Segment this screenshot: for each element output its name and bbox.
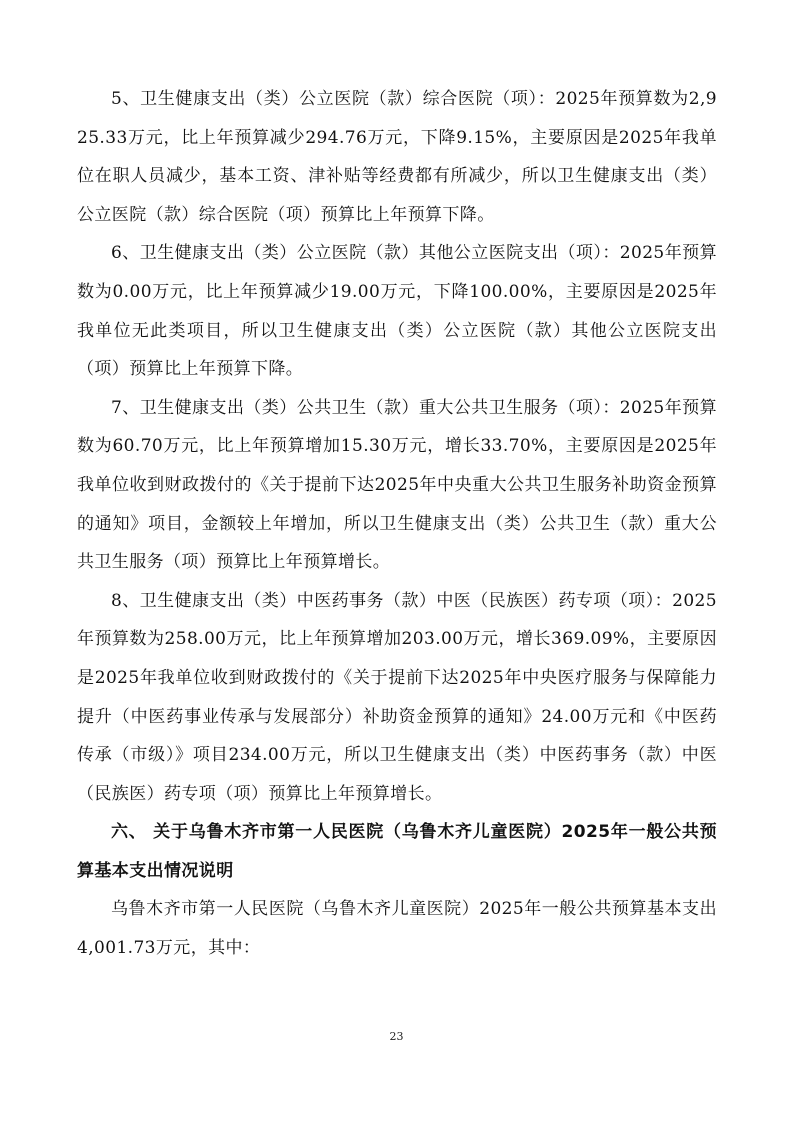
paragraph-item-7: 7、卫生健康支出（类）公共卫生（款）重大公共卫生服务（项）：2025年预算数为60.70万元，比上年预算增加15.30万元，增长33.70%，主要原因是2025年我单位收到财政拨付的《关于提前下达2025年中央重大公共卫生服务补助资金预算的通知》项目，金额较上年增加，所以卫生健康支出（类）公共卫生（款）重大公共卫生服务（项）预算比上年预算增长。 bbox=[77, 397, 717, 573]
summary-paragraph: 乌鲁木齐市第一人民医院（乌鲁木齐儿童医院）2025年一般公共预算基本支出4,001.73万元，其中： bbox=[77, 899, 717, 959]
paragraph-item-5: 5、卫生健康支出（类）公立医院（款）综合医院（项）：2025年预算数为2,925.33万元，比上年预算减少294.76万元，下降9.15%，主要原因是2025年我单位在职人员减少，基本工资、津补贴等经费都有所减少，所以卫生健康支出（类）公立医院（款）综合医院（项）预算比上年预算下降。 bbox=[77, 89, 717, 225]
section-heading: 六、 关于乌鲁木齐市第一人民医院（乌鲁木齐儿童医院）2025年一般公共预算基本支出情况说明 bbox=[77, 822, 717, 881]
page-number: 23 bbox=[389, 1030, 404, 1043]
paragraph-item-8: 8、卫生健康支出（类）中医药事务（款）中医（民族医）药专项（项）：2025年预算数为258.00万元，比上年预算增加203.00万元，增长369.09%，主要原因是2025年我单位收到财政拨付的《关于提前下达2025年中央医疗服务与保障能力提升（中医药事业传承与发展部分）补助资金预算的通知》24.00万元和《中医药传承（市级）》项目234.00万元，所以卫生健康支出（类）中医药事务（款）中医（民族医）药专项（项）预算比上年预算增长。 bbox=[77, 590, 717, 804]
paragraph-item-6: 6、卫生健康支出（类）公立医院（款）其他公立医院支出（项）：2025年预算数为0.00万元，比上年预算减少19.00万元，下降100.00%，主要原因是2025年我单位无此类项目，所以卫生健康支出（类）公立医院（款）其他公立医院支出（项）预算比上年预算下降。 bbox=[77, 243, 717, 380]
document-body bbox=[77, 80, 717, 968]
